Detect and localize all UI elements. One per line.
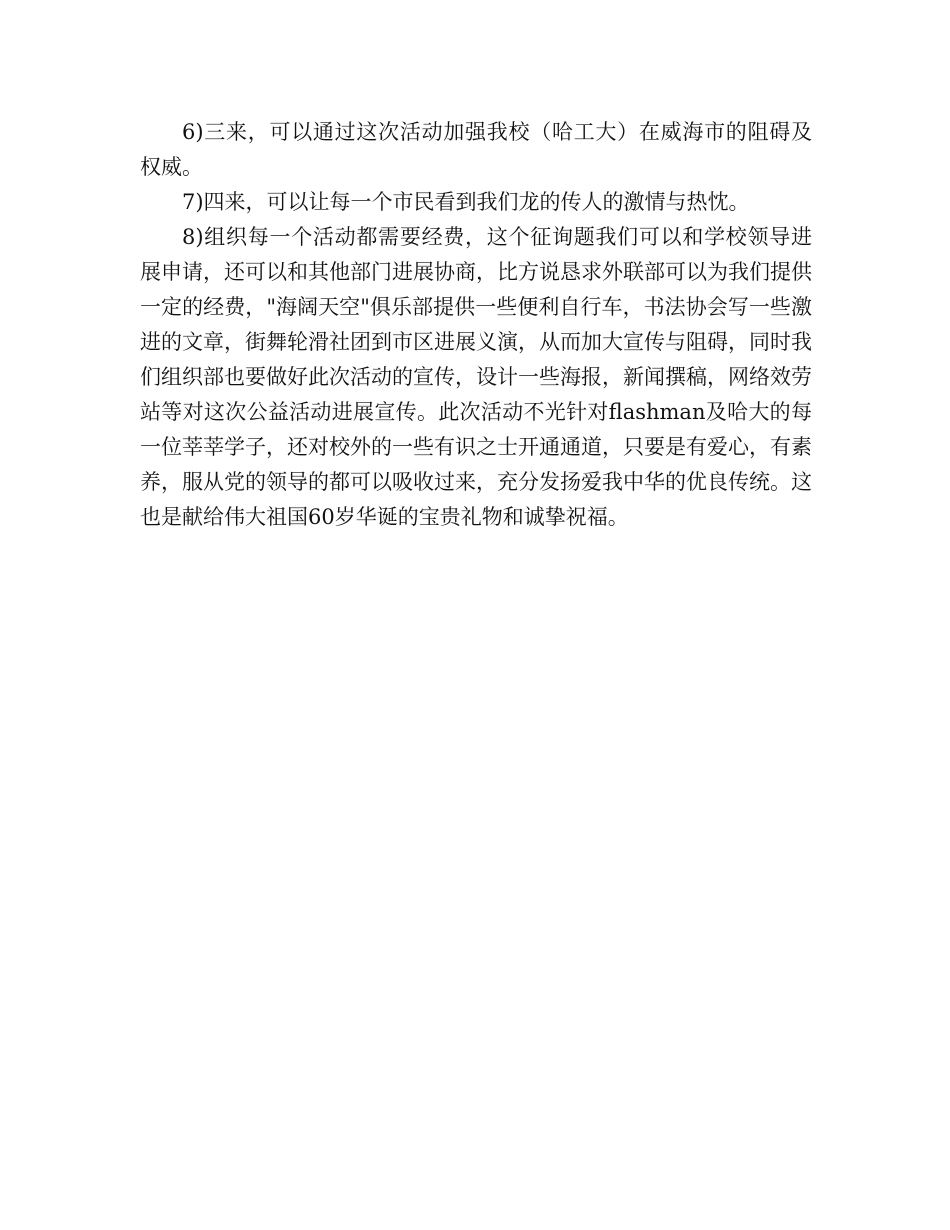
paragraph-8: 8)组织每一个活动都需要经费，这个征询题我们可以和学校领导进展申请，还可以和其他部门进展协商，比方说恳求外联部可以为我们提供一定的经费，"海阔天空"俱乐部提供一些便利自行车，书法协会写一些激进的文章，街舞轮滑社团到市区进展义演，从而加大宣传与阻碍，同时我们组织部也要做好此次活动的宣传，设计一些海报，新闻撰稿，网络效劳站等对这次公益活动进展宣传。此次活动不光针对flashman及哈大的每一位莘莘学子，还对校外的一些有识之士开通通道，只要是有爱心，有素养，服从党的领导的都可以吸收过来，充分发扬爱我中华的优良传统。这也是献给伟大祖国60岁华诞的宝贵礼物和诚挚祝福。 (140, 225, 812, 529)
paragraph-7: 7)四来，可以让每一个市民看到我们龙的传人的激情与热忱。 (182, 190, 750, 214)
document-body (140, 115, 812, 535)
paragraph-6: 6)三来，可以通过这次活动加强我校（哈工大）在威海市的阻碍及权威。 (140, 120, 812, 179)
